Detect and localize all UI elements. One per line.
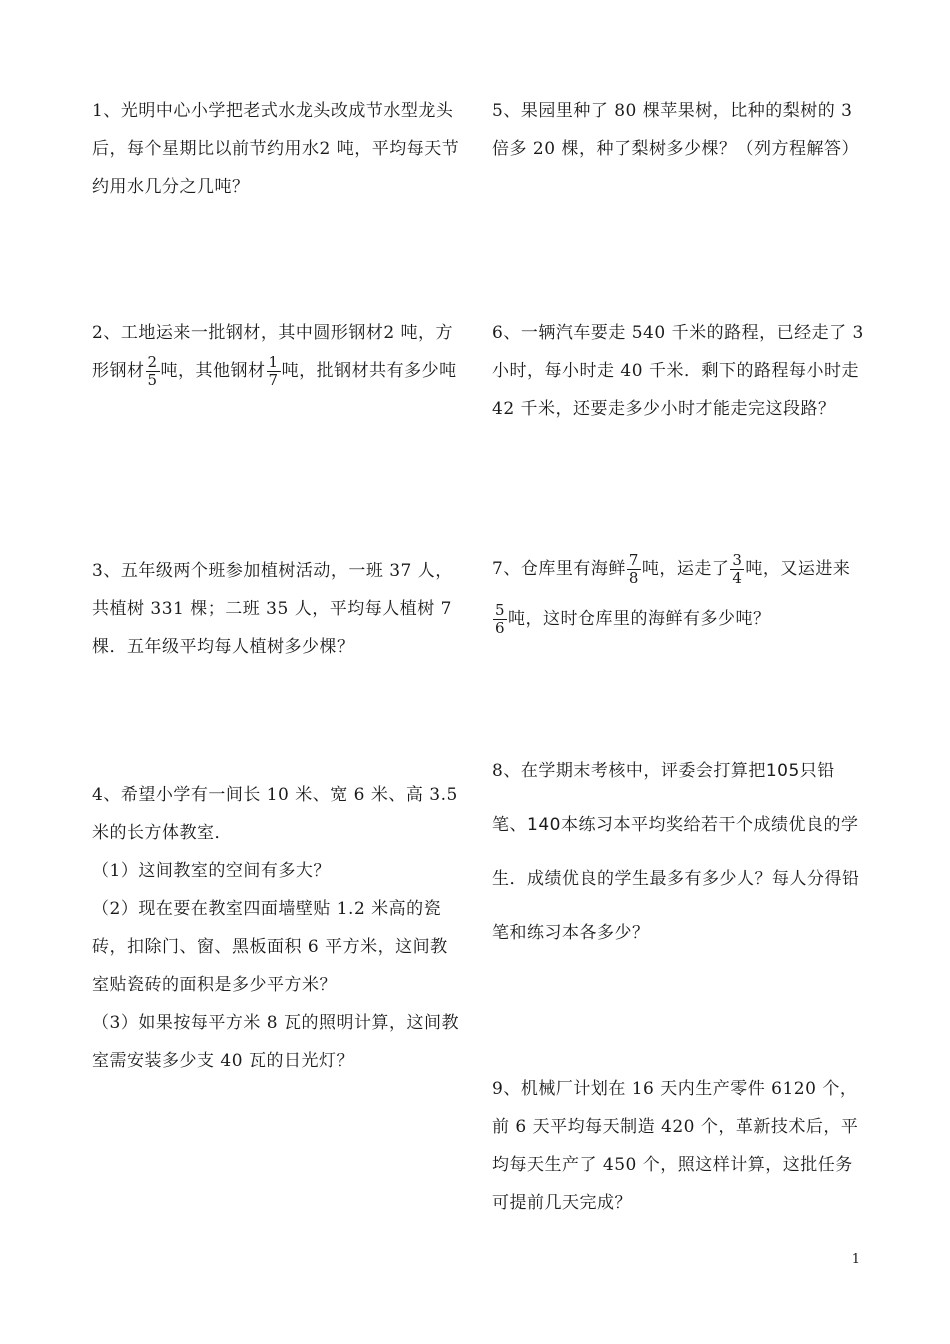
page-number: 1 [851,1252,860,1267]
question-8-part-a: 8、在学期末考核中，评委会打算把 [492,761,766,781]
question-9 [492,1070,864,1222]
question-1-text: 1、光明中心小学把老式水龙头改成节水型龙头后，每个星期比以前节约用水2 吨，平均每天节约用水几分之几吨？ [92,101,460,197]
fraction-numerator: 2 [147,353,158,371]
question-3-text: 3、五年级两个班参加植树活动，一班 37 人，共植树 331 棵；二班 35 人，平均每人植树 7 棵．五年级平均每人植树多少棵？ [92,561,453,657]
question-4-text: 4、希望小学有一间长 10 米、宽 6 米、高 3.5 米的长方体教室． [92,785,458,843]
question-4-part-1: （1）这间教室的空间有多大？ [92,861,331,881]
question-9-text: 9、机械厂计划在 16 天内生产零件 6120 个，前 6 天平均每天制造 420 个，革新技术后，平均每天生产了 450 个，照这样计算，这批任务可提前几天完成？ [492,1079,859,1213]
question-4-part-2: （2）现在要在教室四面墙壁贴 1.2 米高的瓷砖，扣除门、窗、黑板面积 6 平方米，这间教室贴瓷砖的面积是多少平方米？ [92,899,448,995]
question-7 [492,544,864,644]
question-8-part-c: 本练习本平均奖给若干个成绩优良的学生．成绩优良的学生最多有多少人？每人分得铅笔和练习本各多少？ [492,815,860,943]
question-6 [492,314,864,428]
question-2-part-b: 吨，其他钢材 [160,361,266,381]
question-5-text: 5、果园里种了 80 棵苹果树，比种的梨树的 3 倍多 20 棵，种了梨树多少棵？（列方程解答） [492,101,859,159]
question-1 [92,92,464,206]
question-7-part-a: 7、仓库里有海鲜 [492,559,626,579]
question-7-part-b: 吨，运走了 [641,559,730,579]
question-2-text [92,314,464,390]
pencil-count: 105 [765,761,800,781]
question-8-text [492,744,864,960]
question-7-part-c: 吨，又运进来 [745,559,851,579]
question-4-part-3: （3）如果按每平方米 8 瓦的照明计算，这间教室需安装多少支 40 瓦的日光灯？ [92,1013,459,1071]
fraction-denominator: 6 [495,619,506,637]
question-2-part-c: 吨，批钢材共有多少吨 [281,361,457,381]
fraction-numerator: 3 [732,551,743,569]
fraction-denominator: 7 [268,371,279,389]
question-2 [92,314,464,390]
fraction-denominator: 5 [147,371,158,389]
fraction-denominator: 4 [732,569,743,587]
fraction-numerator: 1 [268,353,279,371]
question-2-part-a: 2、工地运来一批钢材，其中圆形钢材2 吨，方形钢材 [92,323,454,381]
question-8-part-b: 只铅笔、 [492,761,835,835]
question-4 [92,776,464,1080]
fraction-2-5 [146,354,160,389]
question-5 [492,92,864,168]
fraction-numerator: 7 [628,551,639,569]
fraction-1-7 [267,354,281,389]
fraction-3-4 [730,552,744,587]
fraction-numerator: 5 [495,601,506,619]
question-7-text [492,544,864,644]
notebook-count: 140 [527,815,561,835]
fraction-5-6 [493,602,507,637]
question-3 [92,552,464,666]
question-7-part-d: 吨，这时仓库里的海鲜有多少吨？ [508,609,771,629]
fraction-7-8 [627,552,641,587]
question-8 [492,744,864,960]
fraction-denominator: 8 [628,569,639,587]
question-6-text: 6、一辆汽车要走 540 千米的路程，已经走了 3 小时，每小时走 40 千米．剩下的路程每小时走 42 千米，还要走多少小时才能走完这段路？ [492,323,864,419]
